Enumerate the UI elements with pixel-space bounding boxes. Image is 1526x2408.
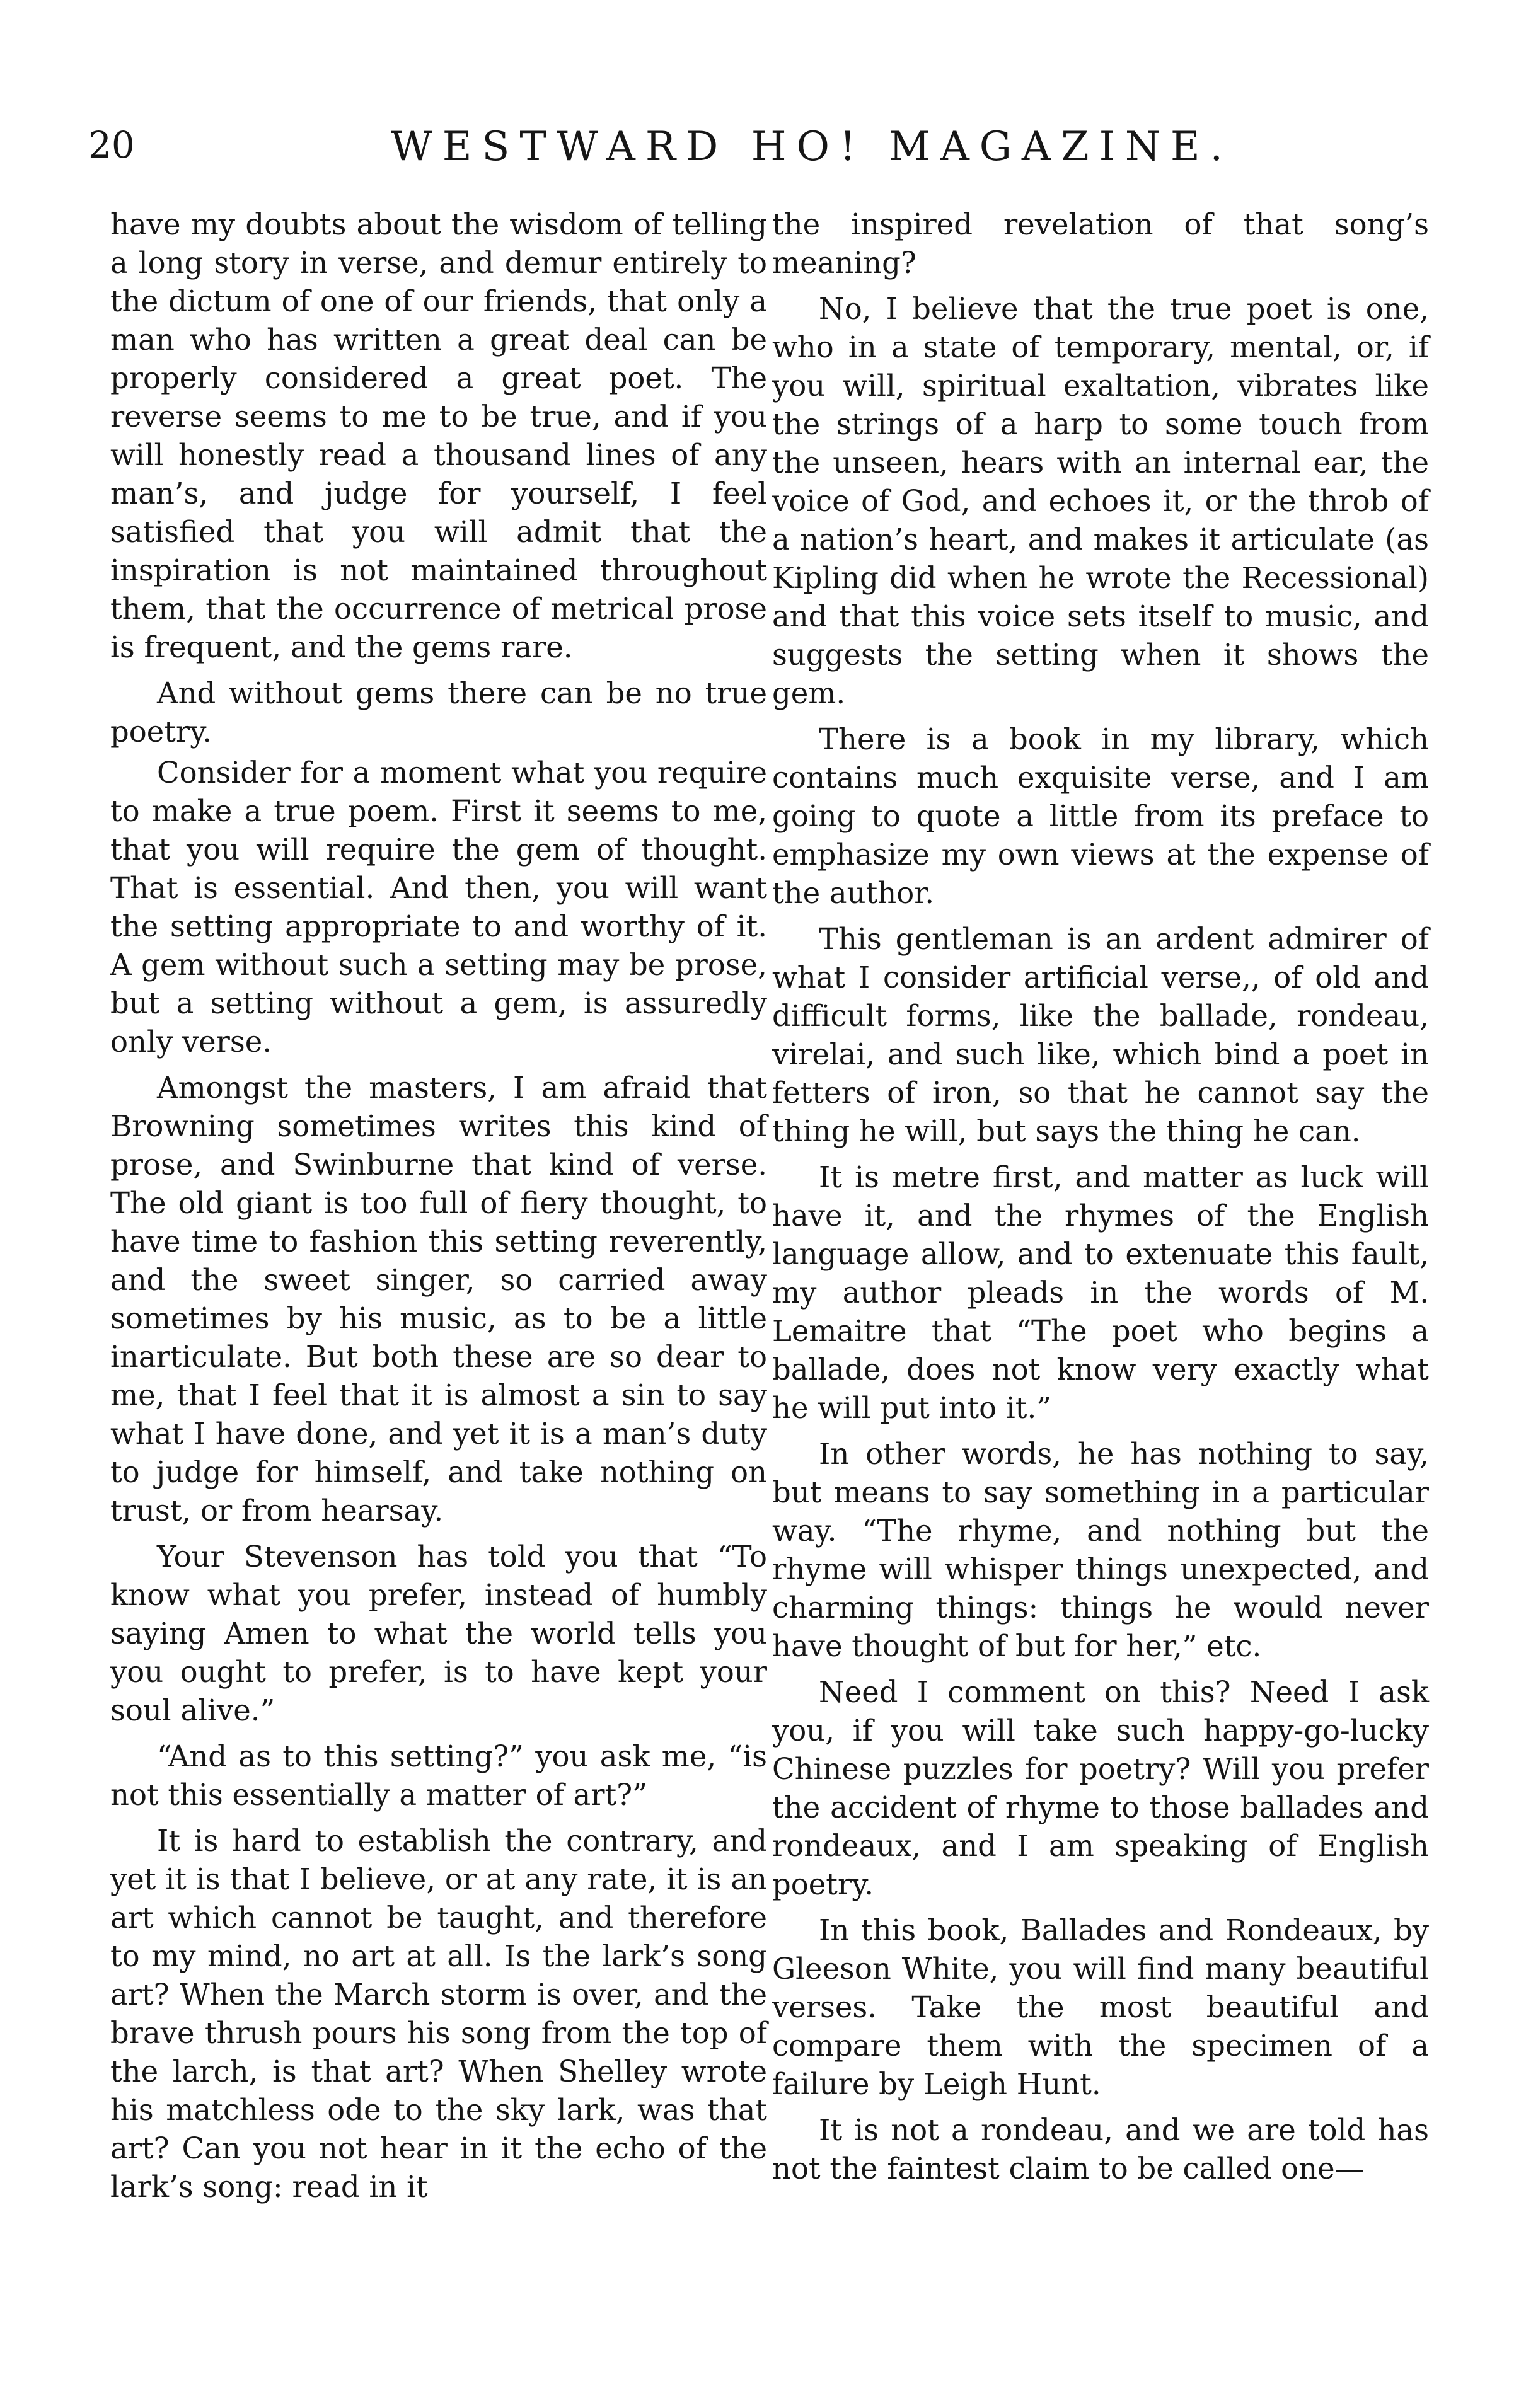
page-number: 20: [88, 124, 135, 166]
paragraph: No, I believe that the true poet is one, who in a state of temporary, mental, or, if you will, spiritual exaltation, vibrates like the strings of a harp to some touch from the unseen, hears with an internal ear, the voice of God, and echoes it, or the throb of a nation’s heart, and makes it articulate (as Kipling did when he wrote the Recessional) and that this voice sets itself to music, and suggests the setting when it shows the gem.: [772, 292, 1429, 710]
paragraph: This gentleman is an ardent admirer of what I consider artificial verse,, of old and difficult forms, like the ballade, rondeau, virelai, and such like, which bind a poet in fetters of iron, so that he cannot say the thing he will, but says the thing he can.: [772, 922, 1429, 1148]
paragraph: It is hard to establish the contrary, and yet it is that I believe, or at any rate, it is an art which cannot be taught, and therefore to my mind, no art at all. Is the lark’s song art? When the March storm is over, and the brave thrush pours his song from the top of the larch, is that art? When Shelley wrote his matchless ode to the sky lark, was that art? Can you not hear in it the echo of the lark’s song: read in it: [110, 1824, 767, 2204]
paragraph: the inspired revelation of that song’s meaning?: [772, 207, 1429, 280]
paragraph: It is metre first, and matter as luck will have it, and the rhymes of the English language allow, and to extenuate this fault, my author pleads in the words of M. Lemaitre that “The poet who begins a ballade, does not know very exactly what he will put into it.”: [772, 1160, 1429, 1425]
page-header: [88, 124, 1412, 180]
paragraph: There is a book in my library, which contains much exquisite verse, and I am going to quote a little from its preface to emphasize my own views at the expense of the author.: [772, 722, 1429, 910]
running-title: WESTWARD HO! MAGAZINE.: [391, 124, 1233, 170]
paragraph: It is not a rondeau, and we are told has not the faintest claim to be called one—: [772, 2113, 1429, 2186]
paragraph: In this book, Ballades and Rondeaux, by Gleeson White, you will find many beautiful verses. Take the most beautiful and compare them with the specimen of a failure by Leigh Hunt.: [772, 1913, 1429, 2101]
paragraph: “And as to this setting?” you ask me, “is not this essentially a matter of art?”: [110, 1739, 767, 1812]
left-column: [110, 205, 767, 2214]
paragraph: Consider for a moment what you require to make a true poem. First it seems to me, that you will require the gem of thought. That is essential. And then, you will want the setting appropriate to and worthy of it. A gem without such a setting may be prose, but a setting without a gem, is assuredly only verse.: [110, 756, 767, 1059]
paragraph: Need I comment on this? Need I ask you, if you will take such happy-go-lucky Chinese puzzles for poetry? Will you prefer the accident of rhyme to those ballades and rondeaux, and I am speaking of English poetry.: [772, 1675, 1429, 1901]
paragraph: Amongst the masters, I am afraid that Browning sometimes writes this kind of prose, and Swinburne that kind of verse. The old giant is too full of fiery thought, to have time to fashion this setting reverently, and the sweet singer, so carried away sometimes by his music, as to be a little inarticulate. But both these are so dear to me, that I feel that it is almost a sin to say what I have done, and yet it is a man’s duty to judge for himself, and take nothing on trust, or from hearsay.: [110, 1071, 767, 1528]
paragraph: In other words, he has nothing to say, but means to say something in a particular way. “The rhyme, and nothing but the rhyme will whisper things unexpected, and charming things: things he would never have thought of but for her,” etc.: [772, 1437, 1429, 1663]
paragraph: And without gems there can be no true poetry.: [110, 676, 767, 749]
paragraph: have my doubts about the wisdom of telling a long story in verse, and demur entirely to the dictum of one of our friends, that only a man who has written a great deal can be properly considered a great poet. The reverse seems to me to be true, and if you will honestly read a thousand lines of any man’s, and judge for yourself, I feel satisfied that you will admit that the inspiration is not maintained throughout them, that the occurrence of metrical prose is frequent, and the gems rare.: [110, 207, 767, 664]
right-column: [772, 205, 1429, 2196]
paragraph: Your Stevenson has told you that “To know what you prefer, instead of humbly saying Amen to what the world tells you you ought to prefer, is to have kept your soul alive.”: [110, 1540, 767, 1727]
